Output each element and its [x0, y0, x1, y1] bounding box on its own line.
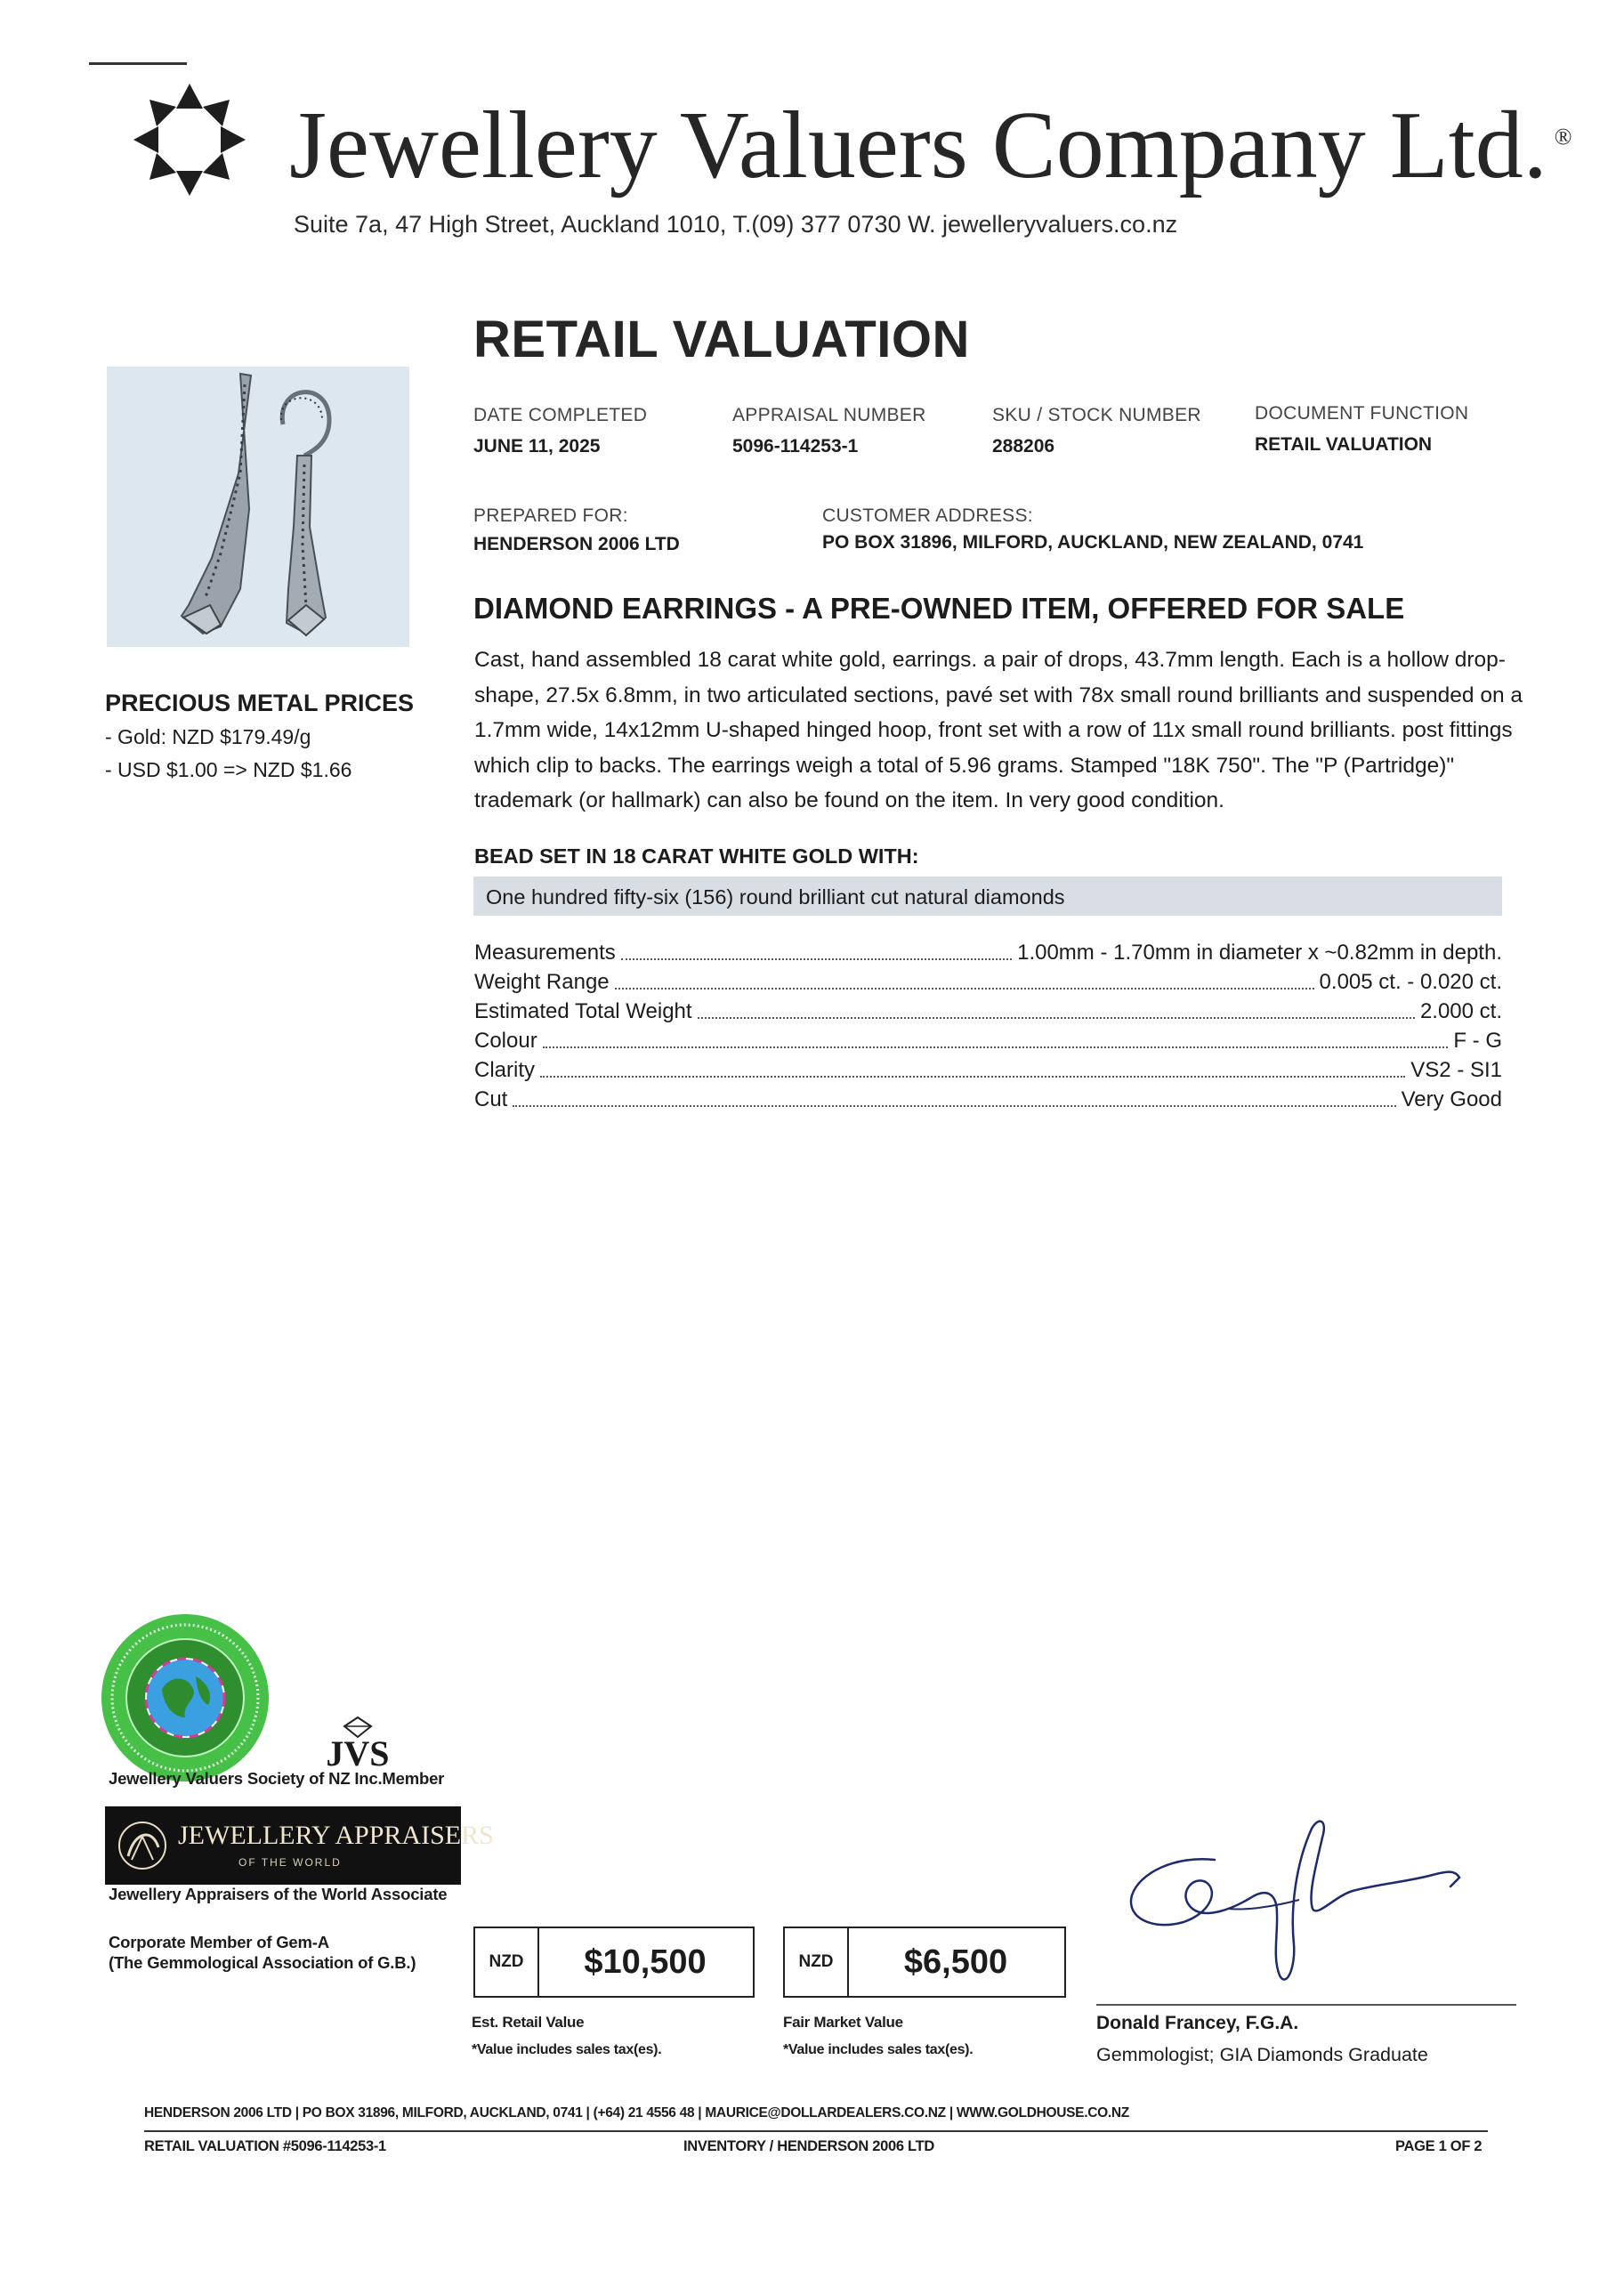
- retail-value-box: [473, 1927, 755, 1998]
- appraisal-number-label: APPRAISAL NUMBER: [732, 405, 926, 425]
- appraisal-number-value: 5096-114253-1: [732, 436, 859, 456]
- customer-address-value: PO BOX 31896, MILFORD, AUCKLAND, NEW ZEALAND, 0741: [822, 532, 1364, 553]
- spec-key: Cut: [474, 1087, 508, 1111]
- footer-contact-line: HENDERSON 2006 LTD | PO BOX 31896, MILFORD, AUCKLAND, 0741 | (+64) 21 4556 48 | MAURICE@DOLLARDEALERS.CO.NZ | WWW.GOLDHOUSE.CO.NZ: [144, 2105, 1129, 2120]
- customer-address-label: CUSTOMER ADDRESS:: [822, 505, 1033, 526]
- bead-set-title: BEAD SET IN 18 CARAT WHITE GOLD WITH:: [474, 844, 919, 868]
- retail-value-label: Est. Retail Value: [472, 2014, 585, 2031]
- fair-market-currency: NZD: [785, 1928, 849, 1996]
- date-completed-value: JUNE 11, 2025: [473, 436, 601, 456]
- signature-icon: [1121, 1811, 1495, 1989]
- date-completed-label: DATE COMPLETED: [473, 405, 648, 425]
- spec-value: VS2 - SI1: [1410, 1058, 1502, 1082]
- company-star-logo-icon: [132, 82, 247, 198]
- company-address: Suite 7a, 47 High Street, Auckland 1010, T.(09) 377 0730 W. jewelleryvaluers.co.nz: [294, 211, 1178, 238]
- jaw-title: JEWELLERY APPRAISERS: [178, 1821, 494, 1850]
- prepared-for-label: PREPARED FOR:: [473, 505, 628, 526]
- gema-line-2: (The Gemmological Association of G.B.): [109, 1953, 416, 1972]
- item-photo: [107, 367, 409, 647]
- fair-market-label: Fair Market Value: [783, 2014, 903, 2031]
- jvs-caption: Jewellery Valuers Society of NZ Inc.Member: [109, 1769, 445, 1788]
- spec-row: [474, 966, 1502, 995]
- document-title: RETAIL VALUATION: [473, 311, 970, 368]
- jaw-caption: Jewellery Appraisers of the World Associate: [109, 1885, 448, 1903]
- item-title: DIAMOND EARRINGS - A PRE-OWNED ITEM, OFFERED FOR SALE: [473, 592, 1405, 625]
- document-function-label: DOCUMENT FUNCTION: [1255, 403, 1469, 424]
- usd-rate-line: - USD $1.00 => NZD $1.66: [105, 758, 352, 781]
- retail-value-amount: $10,500: [584, 1943, 707, 1981]
- jaw-mark-icon: [117, 1821, 167, 1870]
- footer-rule: [144, 2130, 1488, 2132]
- spec-key: Clarity: [474, 1058, 536, 1082]
- spec-value: F - G: [1453, 1029, 1502, 1053]
- item-description: Cast, hand assembled 18 carat white gold, earrings. a pair of drops, 43.7mm length. Each is a hollow drop-shape, 27.5x 6.8mm, in two articulated sections, pavé set with 78x small round brilliants and suspended on a 1.7mm wide, 14x12mm U-shaped hinged hoop, front set with a row of 11x small round brilliants. post fittings which clip to backs. The earrings weigh a total of 5.96 grams. Stamped "18K 750". The "P (Partridge)" trademark (or hallmark) can also be found on the item. In very good condition.: [474, 648, 1523, 812]
- spec-value: Very Good: [1401, 1087, 1502, 1111]
- earrings-image-icon: [107, 367, 409, 647]
- header-dash: [89, 62, 187, 65]
- jaw-logo: [105, 1806, 494, 1885]
- spec-value: 2.000 ct.: [1419, 999, 1502, 1023]
- gold-price-line: - Gold: NZD $179.49/g: [105, 725, 311, 748]
- metal-prices-title: PRECIOUS METAL PRICES: [105, 690, 415, 716]
- spec-key: Weight Range: [474, 970, 610, 994]
- stones-summary-bar: [473, 876, 1502, 916]
- spec-value: 0.005 ct. - 0.020 ct.: [1319, 970, 1502, 994]
- sku-value: 288206: [992, 436, 1055, 456]
- retail-value-note: *Value includes sales tax(es).: [472, 2042, 662, 2057]
- fair-market-amount: $6,500: [903, 1943, 1008, 1981]
- jvs-logo-icon: [307, 1716, 409, 1767]
- spec-key: Colour: [474, 1029, 537, 1053]
- gema-line-1: Corporate Member of Gem-A: [109, 1933, 329, 1951]
- spec-key: Estimated Total Weight: [474, 999, 692, 1023]
- signature-line: [1096, 2004, 1516, 2006]
- jvs-logo-text: JVS: [326, 1733, 390, 1767]
- spec-row: [474, 937, 1502, 965]
- company-name: Jewellery Valuers Company Ltd. ®: [289, 93, 1572, 198]
- sku-label: SKU / STOCK NUMBER: [992, 405, 1201, 425]
- accreditation-seal-icon: [100, 1612, 271, 1783]
- stones-summary: One hundred fifty-six (156) round brilliant cut natural diamonds: [486, 885, 1065, 909]
- document-function-value: RETAIL VALUATION: [1255, 434, 1433, 455]
- jaw-subtitle: OF THE WORLD: [238, 1856, 342, 1869]
- retail-value-currency: NZD: [475, 1928, 539, 1996]
- signer-title: Gemmologist; GIA Diamonds Graduate: [1096, 2044, 1428, 2065]
- footer-left: RETAIL VALUATION #5096-114253-1: [144, 2138, 386, 2154]
- footer-page-number: PAGE 1 OF 2: [1395, 2138, 1483, 2154]
- spec-key: Measurements: [474, 941, 616, 965]
- spec-value: 1.00mm - 1.70mm in diameter x ~0.82mm in depth.: [1017, 941, 1502, 965]
- fair-market-value-box: [783, 1927, 1066, 1998]
- fair-market-note: *Value includes sales tax(es).: [783, 2042, 974, 2057]
- registered-mark: ®: [1554, 124, 1572, 149]
- spec-row: [474, 1084, 1502, 1112]
- prepared-for-value: HENDERSON 2006 LTD: [473, 534, 680, 554]
- spec-row: [474, 996, 1502, 1024]
- signer-name: Donald Francey, F.G.A.: [1096, 2013, 1299, 2033]
- spec-row: [474, 1025, 1502, 1054]
- footer-center: INVENTORY / HENDERSON 2006 LTD: [683, 2138, 934, 2154]
- spec-row: [474, 1054, 1502, 1083]
